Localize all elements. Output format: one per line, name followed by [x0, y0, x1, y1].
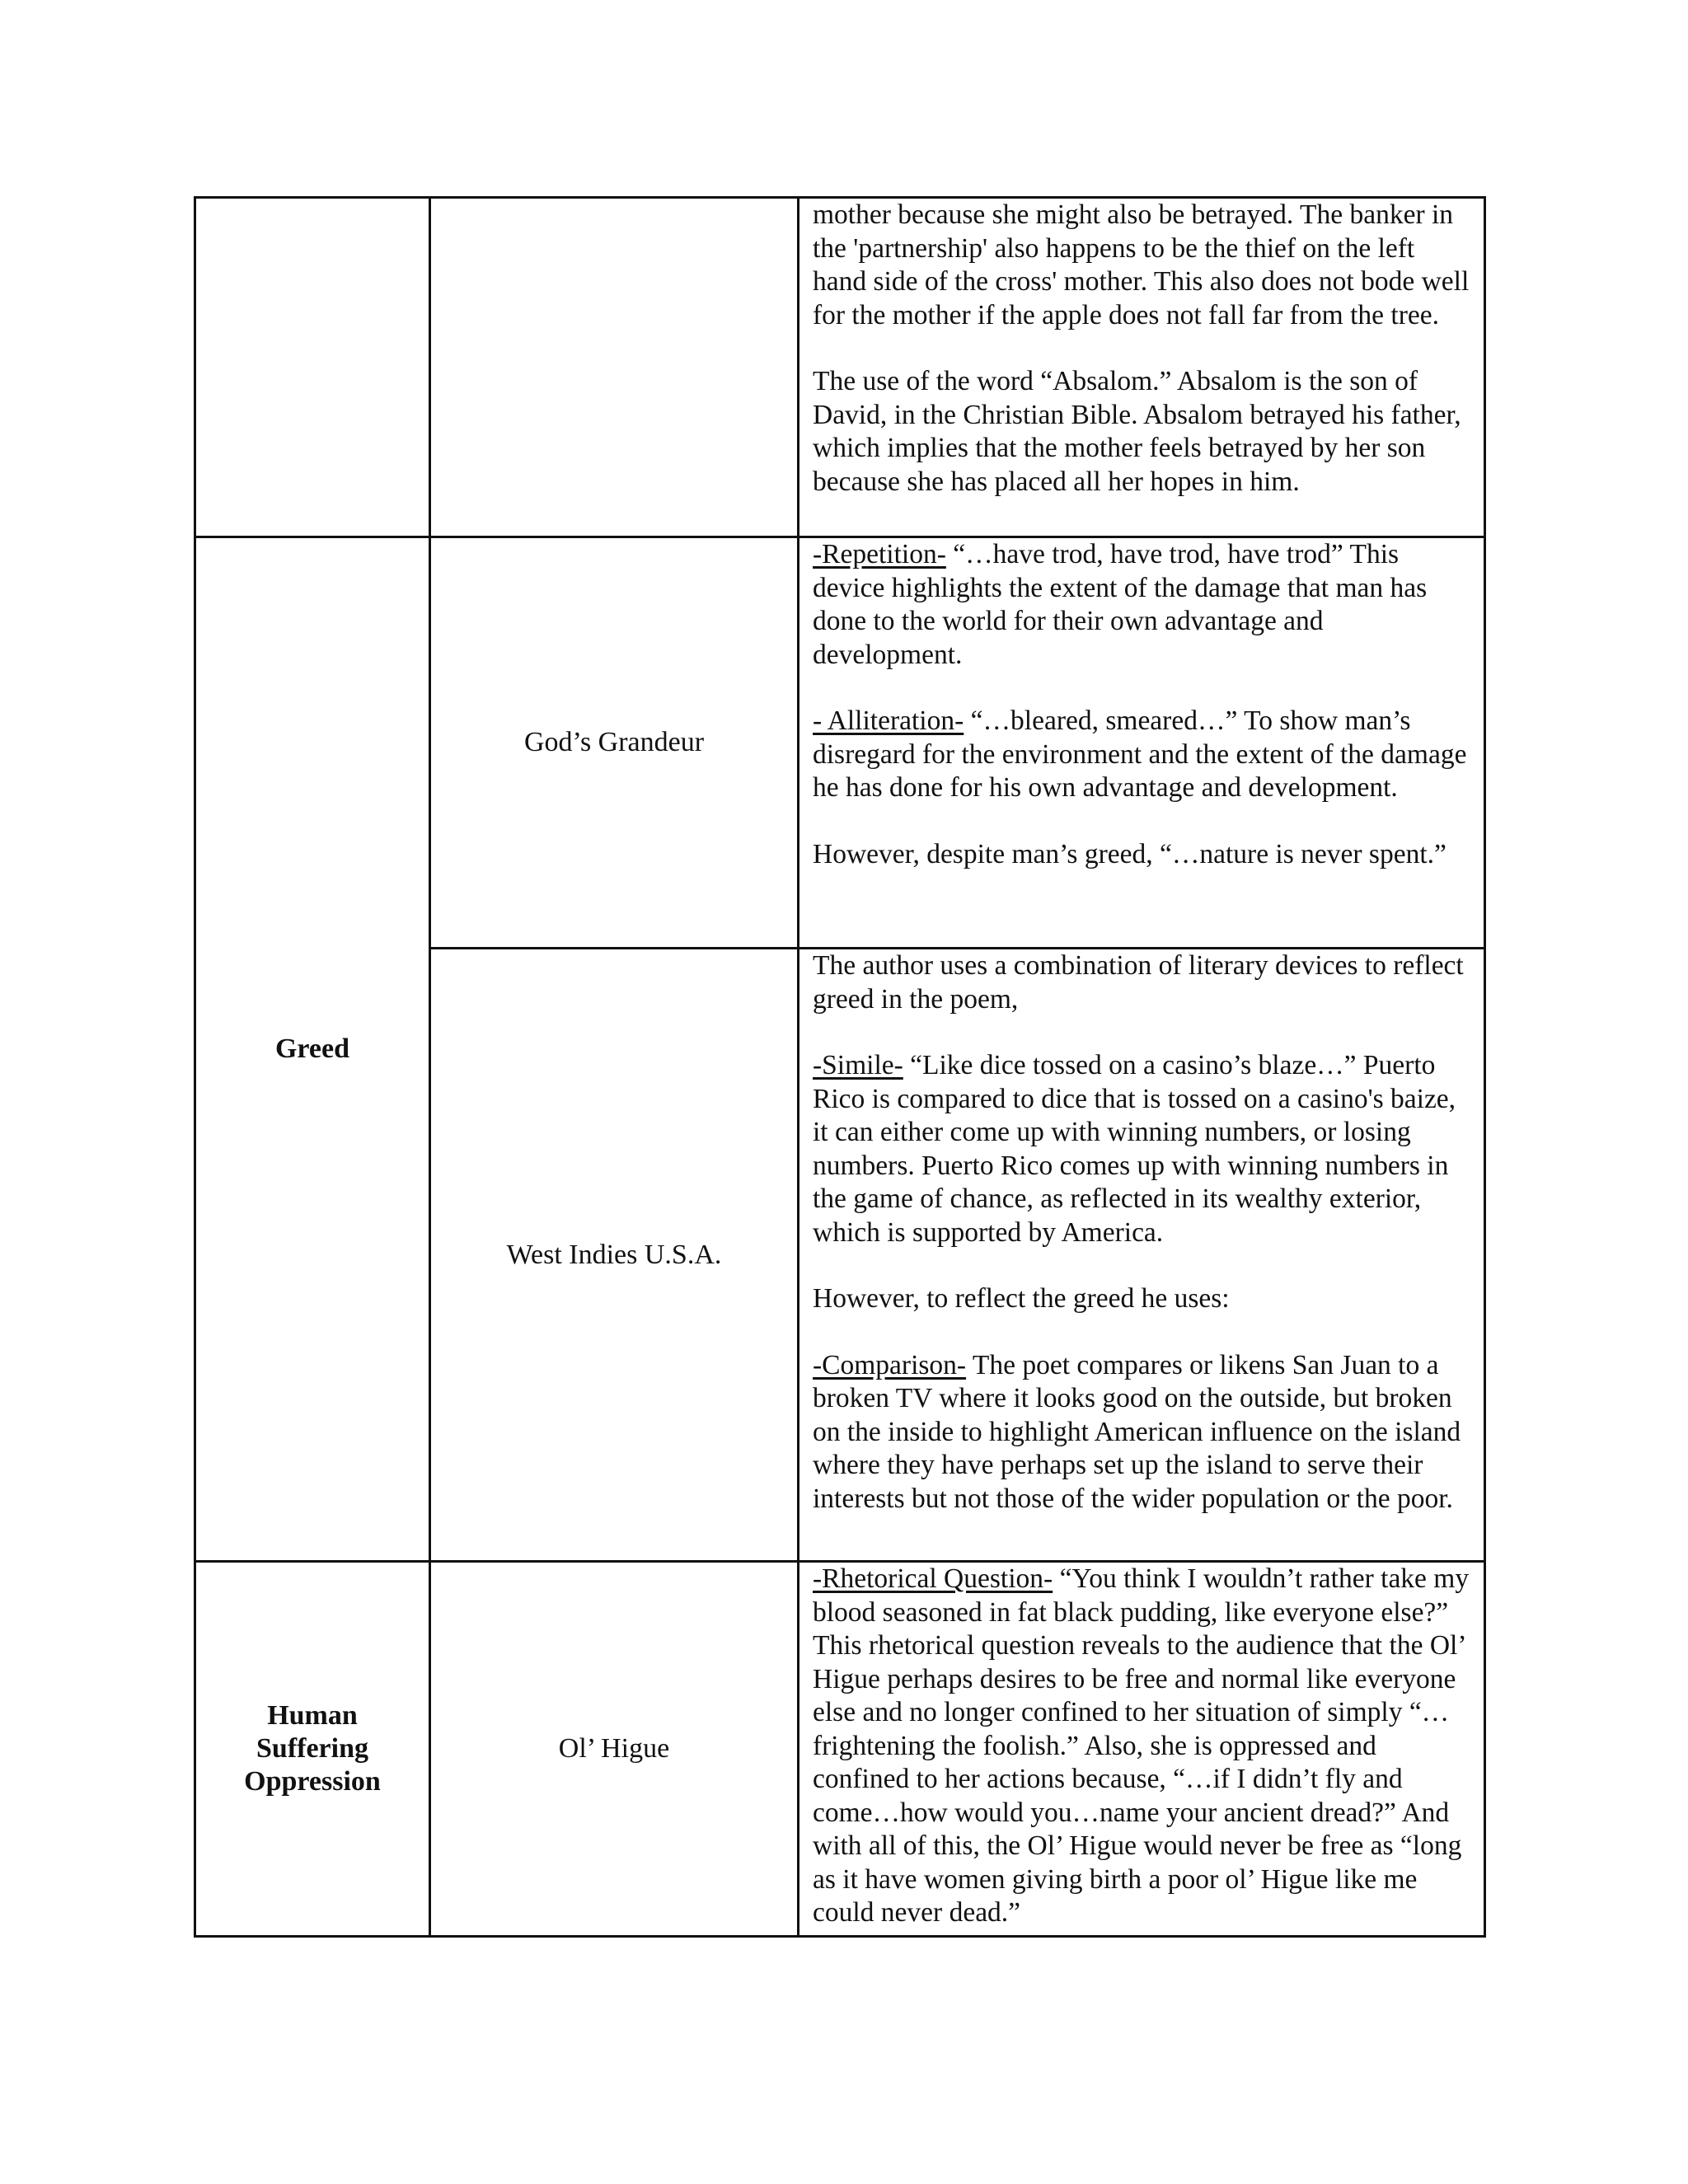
analysis-paragraph: The author uses a combination of literary devices to reflect greed in the poem, [813, 950, 1464, 1015]
analysis-paragraph: However, to reflect the greed he uses: [813, 1283, 1230, 1314]
analysis-paragraph: However, despite man’s greed, “…nature is never spent.” [813, 838, 1447, 869]
device-label: -Rhetorical Question- [813, 1563, 1053, 1594]
theme-cell [195, 198, 430, 537]
table-row [195, 198, 1485, 537]
theme-line: Suffering [256, 1733, 368, 1764]
table-row [195, 537, 1485, 949]
device-label: -Simile- [813, 1050, 903, 1080]
poem-cell-ol-higue: Ol’ Higue [430, 1562, 799, 1937]
theme-line: Oppression [244, 1766, 381, 1797]
analysis-cell [799, 1562, 1485, 1937]
analysis-cell [799, 537, 1485, 949]
analysis-paragraph: -Repetition- “…have trod, have trod, have trod” This device highlights the extent of the damage that man has done to the world for their own advantage and development. [813, 539, 1428, 670]
analysis-cell [799, 198, 1485, 537]
poetry-analysis-table [194, 196, 1486, 1938]
analysis-paragraph: -Simile- “Like dice tossed on a casino’s blaze…” Puerto Rico is compared to dice that is tossed on a casino's baize, it can either come up with winning numbers, or losing numbers. Puerto Rico comes up with winning numbers in the game of chance, as reflected in its wealthy exterior, which is supported by America. [813, 1050, 1456, 1248]
theme-cell-greed: Greed [195, 537, 430, 1562]
analysis-paragraph: The use of the word “Absalom.” Absalom is the son of David, in the Christian Bible. Absalom betrayed his father, which implies that the mother feels betrayed by her son because she has placed all her hopes in him. [813, 366, 1461, 497]
device-label: - Alliteration- [813, 705, 964, 736]
analysis-paragraph: -Rhetorical Question- “You think I wouldn’t rather take my blood seasoned in fat black pudding, like everyone else?” This rhetorical question reveals to the audience that the Ol’ Higue perhaps desires to be free and normal like everyone else and no longer confined to her situation of simply “…frightening the foolish.” Also, she is oppressed and confined to her actions because, “…if I didn’t fly and come…how would you…name your ancient dread?” And with all of this, the Ol’ Higue would never be free as “long as it have women giving birth a poor ol’ Higue like me could never dead.” [813, 1563, 1470, 1928]
device-label: -Repetition- [813, 539, 946, 569]
analysis-cell [799, 949, 1485, 1562]
theme-cell-human-suffering [195, 1562, 430, 1937]
analysis-paragraph: -Comparison- The poet compares or likens San Juan to a broken TV where it looks good on the outside, but broken on the inside to highlight American influence on the island where they have perhaps set up the island to serve their interests but not those of the wider population or the poor. [813, 1349, 1461, 1514]
analysis-paragraph: - Alliteration- “…bleared, smeared…” To show man’s disregard for the environment and the extent of the damage he has done for his own advantage and development. [813, 705, 1467, 803]
poem-cell-gods-grandeur: God’s Grandeur [430, 537, 799, 949]
table-row [195, 1562, 1485, 1937]
poem-cell-west-indies: West Indies U.S.A. [430, 949, 799, 1562]
device-label: -Comparison- [813, 1349, 967, 1380]
theme-line: Human [267, 1700, 358, 1731]
poem-cell [430, 198, 799, 537]
analysis-paragraph: mother because she might also be betrayed. The banker in the 'partnership' also happens to be the thief on the left hand side of the cross' mother. This also does not bode well for the mother if the apple does not fall far from the tree. [813, 199, 1470, 330]
